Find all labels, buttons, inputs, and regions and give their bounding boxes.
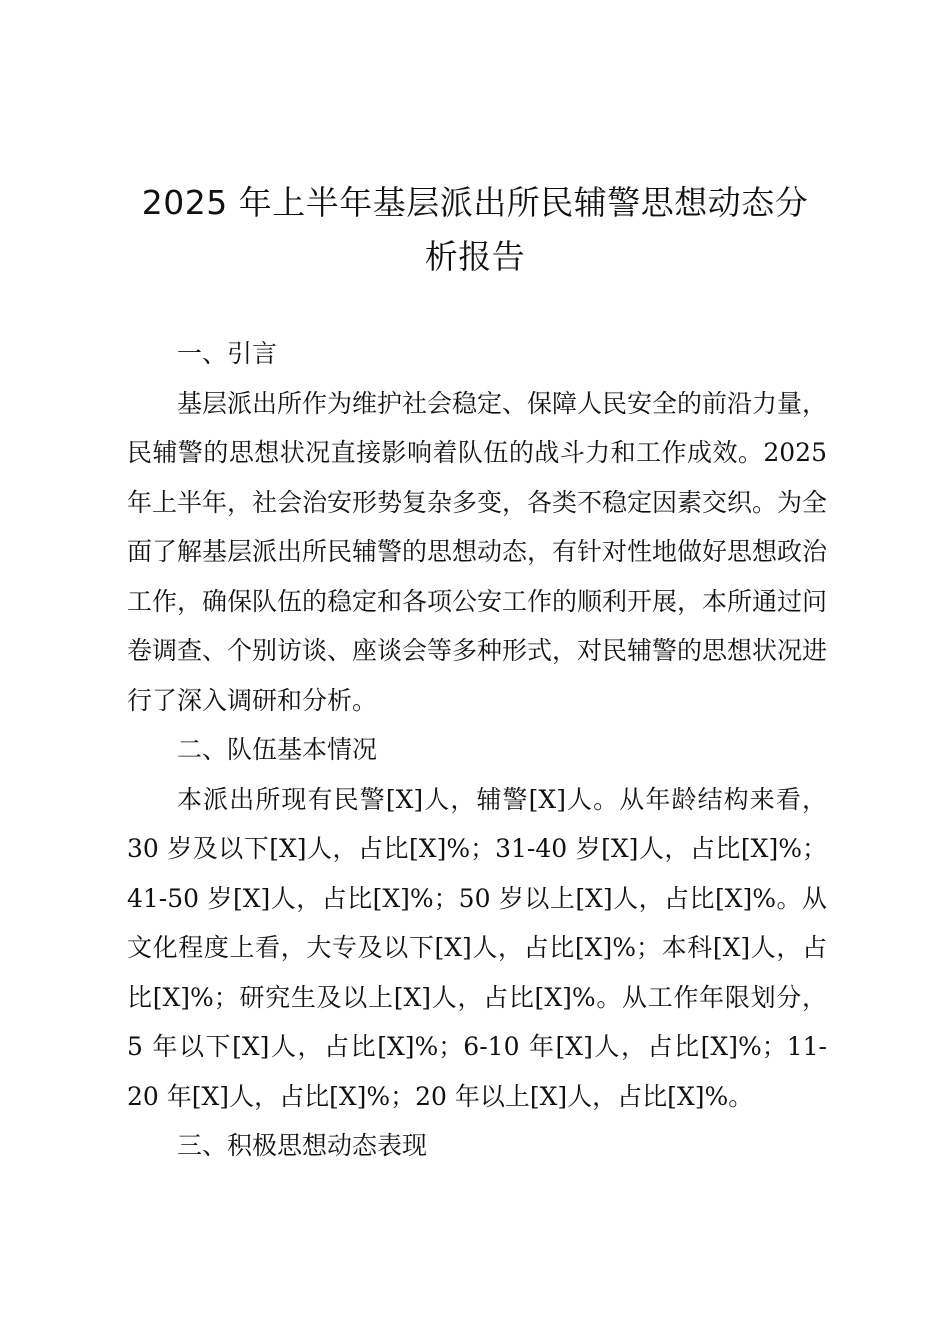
section-heading-team-overview: 二、队伍基本情况 (177, 735, 378, 764)
section-heading-positive-dynamics: 三、积极思想动态表现 (177, 1131, 428, 1160)
section-heading-introduction: 一、引言 (177, 339, 278, 368)
section-paragraph-introduction: 基层派出所作为维护社会稳定、保障人民安全的前沿力量，民辅警的思想状况直接影响着队伍的战斗力和工作成效。2025 年上半年，社会治安形势复杂多变，各类不稳定因素交织。为全面了解基层派出所民辅警的思想动态，有针对性地做好思想政治工作，确保队伍的稳定和各项公安工作的顺利开展，本所通过问卷调查、个别访谈、座谈会等多种形式，对民辅警的思想状况进行了深入调研和分析。 (127, 388, 828, 715)
section-paragraph-team-overview: 本派出所现有民警[X]人，辅警[X]人。从年龄结构来看，30 岁及以下[X]人，占比[X]%；31-40 岁[X]人，占比[X]%；41-50 岁[X]人，占比[X]%；50 岁以上[X]人，占比[X]%。从文化程度上看，大专及以下[X]人，占比[X]%；本科[X]人，占比[X]%；研究生及以上[X]人，占比[X]%。从工作年限划分，5 年以下[X]人，占比[X]%；6-10 年[X]人，占比[X]%；11-20 年[X]人，占比[X]%；20 年以上[X]人，占比[X]%。 (127, 784, 827, 1111)
document-title (130, 176, 820, 284)
title-line-2: 析报告 (424, 237, 526, 276)
title-line-1: 2025 年上半年基层派出所民辅警思想动态分 (141, 183, 809, 222)
document-body (127, 329, 827, 1171)
